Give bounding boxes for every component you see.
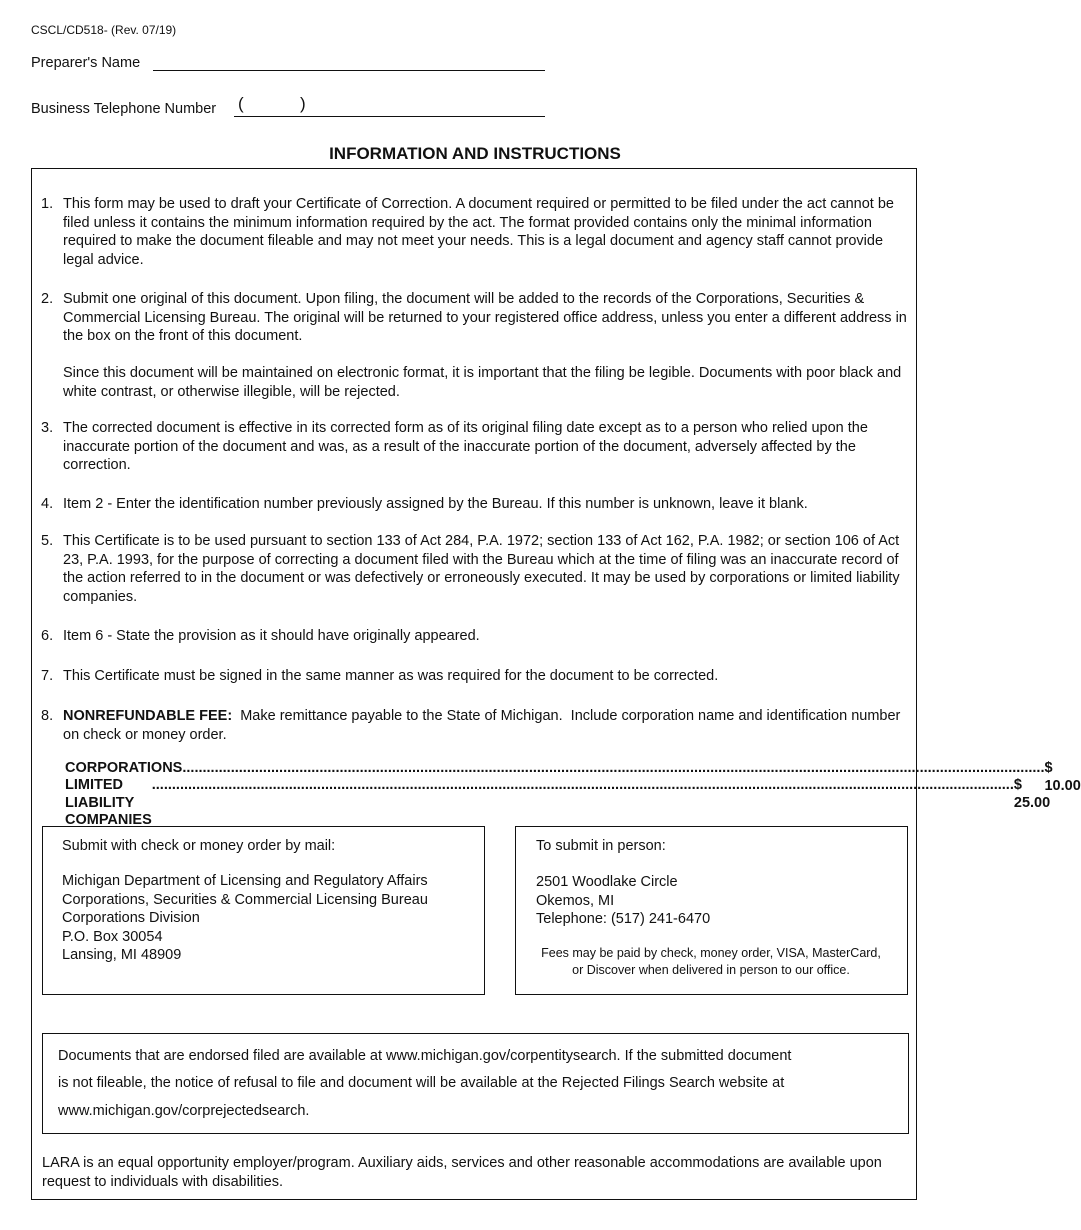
- in-person-address-line: 2501 Woodlake Circle: [536, 874, 678, 890]
- form-code: CSCL/CD518- (Rev. 07/19): [31, 23, 177, 37]
- instruction-text: [63, 707, 911, 744]
- instruction-item: [41, 419, 911, 475]
- preparer-name-field[interactable]: [153, 70, 545, 71]
- instruction-text: Item 6 - State the provision as it should have originally appeared.: [63, 628, 480, 644]
- mail-address-line: Corporations, Securities & Commercial Licensing Bureau: [62, 891, 428, 908]
- instruction-item: [41, 627, 911, 646]
- instruction-item: [41, 495, 911, 514]
- endorsed-line: www.michigan.gov/corprejectedsearch.: [58, 1103, 310, 1119]
- endorsed-line: is not fileable, the notice of refusal to file and document will be available at the Rejected Filings Search website at: [58, 1075, 785, 1091]
- mail-address-line: Corporations Division: [62, 910, 200, 927]
- instruction-number: 5.: [41, 533, 54, 549]
- instruction-item: [41, 290, 911, 346]
- mail-address-line: Lansing, MI 48909: [62, 947, 182, 964]
- instruction-text: This form may be used to draft your Certificate of Correction. A document required or permitted to be filed under the act cannot be filed unless it contains the minimum information required by the act. The format provided contains only the minimal information required to make the document fileable and may not meet your needs. This is a legal document and agency staff cannot provide legal advice.: [63, 196, 894, 268]
- fee-amount: $ 10.00: [1044, 760, 1081, 794]
- instruction-number: 7.: [41, 668, 54, 684]
- payment-note-line: or Discover when delivered in person to our office.: [572, 962, 850, 977]
- instruction-number: 1.: [41, 196, 54, 212]
- instruction-item: [41, 364, 911, 401]
- endorsed-documents-box: [42, 1033, 909, 1134]
- instruction-item: [41, 532, 911, 606]
- phone-close-paren: ): [300, 94, 306, 113]
- fee-label: LIMITED LIABILITY COMPANIES: [65, 777, 152, 828]
- instruction-item: [41, 667, 911, 686]
- instruction-text: Submit one original of this document. Upon filing, the document will be added to the records of the Corporations, Securities & Commercial Licensing Bureau. The original will be returned to your registered office address, unless you enter a different address in the box on the front of this document.: [63, 291, 907, 345]
- fee-row-llc: [65, 777, 1051, 830]
- instruction-number: 2.: [41, 291, 54, 307]
- mail-address-line: Michigan Department of Licensing and Regulatory Affairs: [62, 873, 428, 889]
- in-person-address: [536, 873, 710, 929]
- instruction-text: This Certificate must be signed in the same manner as was required for the document to be corrected.: [63, 668, 719, 684]
- instruction-number: 8.: [41, 708, 54, 724]
- mail-box-heading: Submit with check or money order by mail:: [62, 838, 336, 854]
- in-person-address-line: Okemos, MI: [536, 892, 615, 909]
- payment-methods-note: [516, 945, 906, 978]
- mail-address: [62, 872, 428, 965]
- fee-leader-dots: ......................................................................................................................................................................................................................: [182, 760, 1045, 776]
- instruction-item: [41, 707, 911, 744]
- instruction-number: 6.: [41, 628, 54, 644]
- fee-instruction-text: Make remittance payable to the State of Michigan. Include corporation name and identification number on check or money order.: [63, 708, 905, 743]
- business-phone-field[interactable]: [234, 116, 545, 117]
- lara-statement: LARA is an equal opportunity employer/program. Auxiliary aids, services and other reasonable accommodations are available upon request to individuals with disabilities.: [42, 1155, 882, 1190]
- instruction-text: Since this document will be maintained on electronic format, it is important that the filing be legible. Documents with poor black and white contrast, or otherwise illegible, will be rejected.: [63, 365, 902, 400]
- in-person-heading: To submit in person:: [536, 838, 666, 854]
- mail-submission-box: [42, 826, 485, 995]
- in-person-address-line: Telephone: (517) 241-6470: [536, 911, 711, 928]
- instruction-number: 4.: [41, 496, 54, 512]
- business-phone-label: Business Telephone Number: [31, 101, 217, 117]
- fee-amount: $ 25.00: [1013, 777, 1051, 811]
- phone-open-paren: (: [238, 94, 244, 113]
- in-person-submission-box: [515, 826, 908, 995]
- fee-heading: NONREFUNDABLE FEE:: [63, 708, 233, 724]
- instruction-text: Item 2 - Enter the identification number previously assigned by the Bureau. If this number is unknown, leave it blank.: [63, 496, 808, 512]
- instruction-number: 3.: [41, 420, 54, 436]
- fee-label: CORPORATIONS: [65, 760, 183, 776]
- mail-address-line: P.O. Box 30054: [62, 928, 163, 945]
- endorsed-line: Documents that are endorsed filed are available at www.michigan.gov/corpentitysearch. If the submitted document: [58, 1048, 792, 1064]
- instruction-text: This Certificate is to be used pursuant to section 133 of Act 284, P.A. 1972; section 133 of Act 162, P.A. 1982; or section 106 of Act 23, P.A. 1993, for the purpose of correcting a document filed with the Bureau which at the time of filing was an inaccurate record of the action referred to in the document or was defectively or erroneously executed. It may be used by corporations or limited liability companies.: [63, 533, 900, 605]
- payment-note-line: Fees may be paid by check, money order, VISA, MasterCard,: [541, 946, 881, 960]
- section-title: INFORMATION AND INSTRUCTIONS: [329, 144, 621, 163]
- instruction-item: [41, 195, 911, 269]
- preparer-name-label: Preparer's Name: [31, 55, 141, 71]
- fee-leader-dots: ......................................................................................................................................................................................................................: [151, 777, 1014, 793]
- instruction-text: The corrected document is effective in its corrected form as of its original filing date except as to a person who relied upon the inaccurate portion of the document and was, as a result of the inaccurate portion of the document, adversely affected by the correction.: [63, 420, 868, 474]
